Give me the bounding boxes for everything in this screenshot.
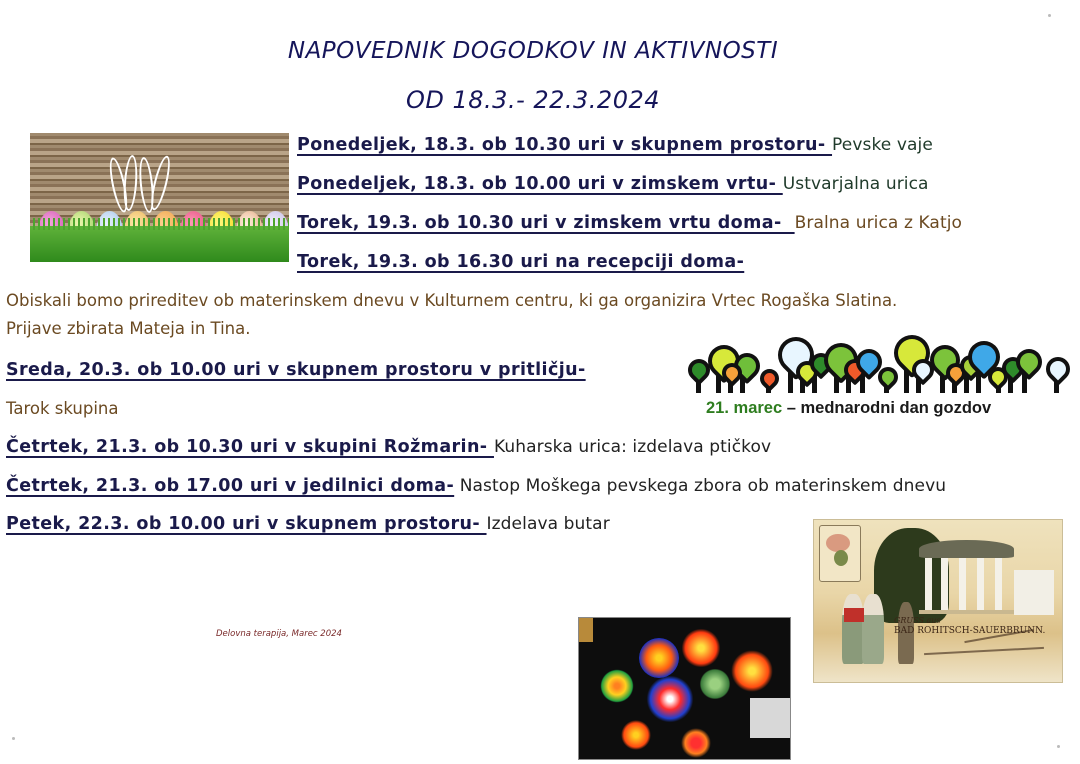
event-activity: Nastop Moškega pevskega zbora ob materinskem dnevu bbox=[454, 476, 947, 496]
butare-crafts-image bbox=[578, 617, 791, 760]
event-note: Prijave zbirata Mateja in Tina. bbox=[6, 319, 251, 338]
event-heading: Sreda, 20.3. ob 10.00 uri v skupnem prostoru v pritličju- bbox=[6, 360, 586, 380]
forest-day-trees-graphic bbox=[684, 333, 1069, 395]
event-activity: Bralna urica z Katjo bbox=[794, 213, 963, 233]
event-activity: Ustvarjalna urica bbox=[782, 174, 929, 194]
event-activity: Kuharska urica: izdelava ptičkov bbox=[493, 437, 772, 457]
date-range: OD 18.3.- 22.3.2024 bbox=[406, 86, 660, 114]
page-title: NAPOVEDNIK DOGODKOV IN AKTIVNOSTI bbox=[287, 38, 779, 64]
event-heading: Torek, 19.3. ob 16.30 uri na recepciji doma- bbox=[297, 252, 745, 272]
rotunda-icon bbox=[919, 540, 1014, 610]
scan-speck bbox=[1048, 14, 1051, 17]
event-note: Obiskali bomo prireditev ob materinskem dnevu v Kulturnem centru, ki ga organizira Vrtec Rogaška Slatina. bbox=[6, 291, 898, 310]
event-heading: Četrtek, 21.3. ob 17.00 uri v jedilnici doma- bbox=[6, 476, 455, 496]
postcard-caption: GRUSS aus bbox=[894, 616, 941, 625]
footer-note: Delovna terapija, Marec 2024 bbox=[216, 629, 342, 639]
event-row bbox=[297, 251, 744, 273]
event-heading: Četrtek, 21.3. ob 10.30 uri v skupini Rožmarin- bbox=[6, 437, 494, 457]
scan-speck bbox=[1057, 745, 1060, 748]
vintage-postcard-image bbox=[813, 519, 1063, 683]
flower-frame-icon bbox=[819, 525, 861, 582]
scan-speck bbox=[12, 737, 15, 740]
event-row bbox=[6, 436, 771, 458]
forest-day-caption bbox=[706, 399, 991, 418]
event-row bbox=[297, 173, 929, 195]
event-heading: Ponedeljek, 18.3. ob 10.00 uri v zimskem vrtu- bbox=[297, 174, 783, 194]
event-row bbox=[6, 475, 946, 497]
event-row bbox=[297, 212, 962, 234]
bunny-ears-icon bbox=[108, 155, 158, 215]
event-heading: Petek, 22.3. ob 10.00 uri v skupnem prostoru- bbox=[6, 514, 487, 534]
postcard-caption: BAD ROHITSCH-SAUERBRUNN. bbox=[894, 626, 1046, 636]
event-row bbox=[297, 134, 933, 156]
event-row bbox=[6, 513, 610, 535]
event-activity: Pevske vaje bbox=[832, 135, 933, 155]
easter-eggs-image bbox=[30, 133, 289, 262]
forest-day-date: 21. marec bbox=[706, 399, 783, 417]
event-activity: Izdelava butar bbox=[486, 514, 610, 534]
event-heading: Torek, 19.3. ob 10.30 uri v zimskem vrtu doma- bbox=[297, 213, 795, 233]
event-activity: Tarok skupina bbox=[6, 399, 119, 418]
event-row bbox=[6, 359, 586, 381]
forest-day-text: – mednarodni dan gozdov bbox=[782, 399, 992, 417]
event-heading: Ponedeljek, 18.3. ob 10.30 uri v skupnem prostoru- bbox=[297, 135, 833, 155]
